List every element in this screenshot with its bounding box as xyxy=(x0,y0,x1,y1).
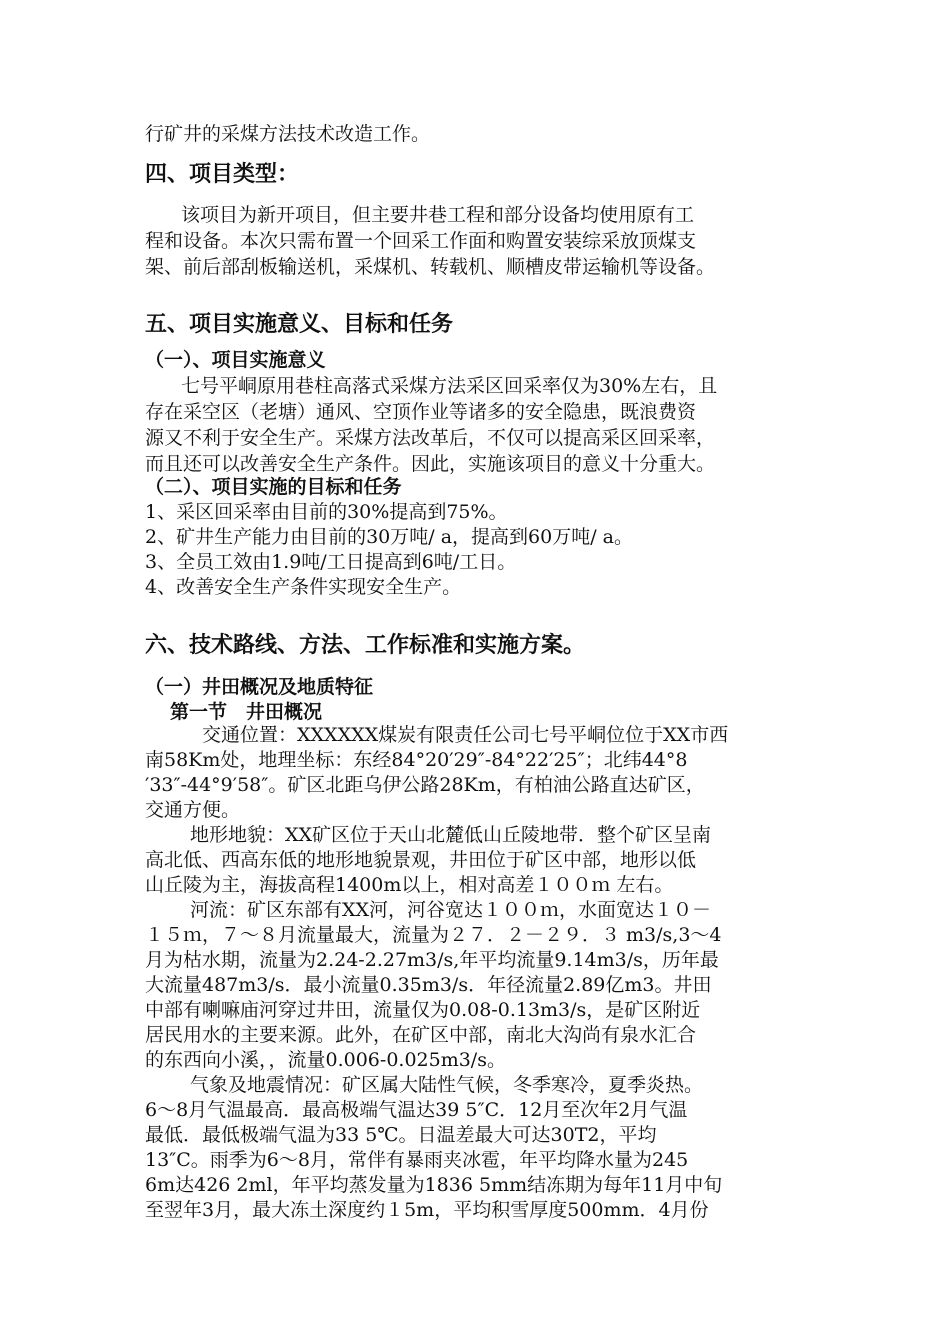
climate-line: 最低．最低极端气温为33 5℃。日温差最大可达30T2，平均 xyxy=(145,1124,657,1146)
river-line: １５ｍ，７～８月流量最大，流量为２７．２－２９．３ m3/s,3～4 xyxy=(145,924,722,946)
section5-sub1-heading: （一）、项目实施意义 xyxy=(145,349,326,371)
section5-sub2-heading: （二）、项目实施的目标和任务 xyxy=(145,476,402,498)
river-line: 大流量487m3/s．最小流量0.35m3/s．年径流量2.89亿m3。井田 xyxy=(145,974,712,996)
section5-sub1-line: 而且还可以改善安全生产条件。因此，实施该项目的意义十分重大。 xyxy=(145,453,716,475)
climate-line: 13″C。雨季为6～8月，常伴有暴雨夹冰雹，年平均降水量为245 xyxy=(145,1149,689,1171)
section5-sub1-line: 存在采空区（老塘）通风、空顶作业等诸多的安全隐患，既浪费资 xyxy=(145,401,697,423)
traffic-line: 南58Km处，地理坐标：东经84°20′29″-84°22′25″；北纬44°8 xyxy=(145,749,688,771)
river-line: 的东西向小溪，，流量0.006-0.025m3/s。 xyxy=(145,1049,506,1071)
terrain-line: 高北低、西高东低的地形地貌景观，井田位于矿区中部，地形以低 xyxy=(145,849,697,871)
climate-line: 6～8月气温最高．最高极端气温达39 5″C．12月至次年2月气温 xyxy=(145,1099,688,1121)
section4-line: 程和设备。本次只需布置一个回采工作面和购置安装综采放顶煤支 xyxy=(145,230,697,252)
terrain-line: 地形地貌：XX矿区位于天山北麓低山丘陵地带．整个矿区呈南 xyxy=(190,824,712,846)
section5-heading: 五、项目实施意义、目标和任务 xyxy=(145,312,454,337)
terrain-line: 山丘陵为主，海拔高程1400m以上，相对高差１００ｍ 左右。 xyxy=(145,874,674,896)
target-item: 4、改善安全生产条件实现安全生产。 xyxy=(145,576,462,598)
chapter-title: 第一节 井田概况 xyxy=(170,701,323,723)
river-line: 中部有喇嘛庙河穿过井田，流量仅为0.08-0.13m3/s，是矿区附近 xyxy=(145,999,701,1021)
section4-heading: 四、项目类型： xyxy=(145,162,300,187)
target-item: 2、矿井生产能力由目前的30万吨/ a，提高到60万吨/ a。 xyxy=(145,526,633,548)
section6-sub1-heading: （一）井田概况及地质特征 xyxy=(145,676,374,698)
river-line: 河流：矿区东部有XX河，河谷宽达１００ｍ，水面宽达１０－ xyxy=(190,899,712,921)
traffic-line: ′33″-44°9′58″。矿区北距乌伊公路28Km，有柏油公路直达矿区， xyxy=(145,774,705,796)
section6-heading: 六、技术路线、方法、工作标准和实施方案。 xyxy=(145,633,586,658)
climate-line: 气象及地震情况：矿区属大陆性气候，冬季寒冷，夏季炎热。 xyxy=(190,1074,704,1096)
climate-line: 至翌年3月，最大冻土深度约１5m，平均积雪厚度500mm．4月份 xyxy=(145,1199,709,1221)
section4-line: 该项目为新开项目，但主要井巷工程和部分设备均使用原有工 xyxy=(181,204,695,226)
traffic-line: 交通位置：XXXXXX煤炭有限责任公司七号平峒位位于XX市西 xyxy=(202,724,729,746)
section5-sub1-line: 源又不利于安全生产。采煤方法改革后，不仅可以提高采区回采率， xyxy=(145,427,716,449)
river-line: 月为枯水期，流量为2.24-2.27m3/s,年平均流量9.14m3/s，历年最 xyxy=(145,949,719,971)
section4-line: 架、前后部刮板输送机，采煤机、转载机、顺槽皮带运输机等设备。 xyxy=(145,256,716,278)
river-line: 居民用水的主要来源。此外，在矿区中部，南北大沟尚有泉水汇合 xyxy=(145,1024,697,1046)
section5-sub1-line: 七号平峒原用巷柱高落式采煤方法采区回采率仅为30%左右，且 xyxy=(181,375,718,397)
climate-line: 6m达426 2ml，年平均蒸发量为1836 5mm结冻期为每年11月中旬 xyxy=(145,1174,723,1196)
traffic-line: 交通方便。 xyxy=(145,799,241,821)
target-item: 3、全员工效由1.9吨/工日提高到6吨/工日。 xyxy=(145,551,517,573)
intro-line: 行矿井的采煤方法技术改造工作。 xyxy=(145,123,431,145)
target-item: 1、采区回采率由目前的30%提高到75%。 xyxy=(145,501,508,523)
